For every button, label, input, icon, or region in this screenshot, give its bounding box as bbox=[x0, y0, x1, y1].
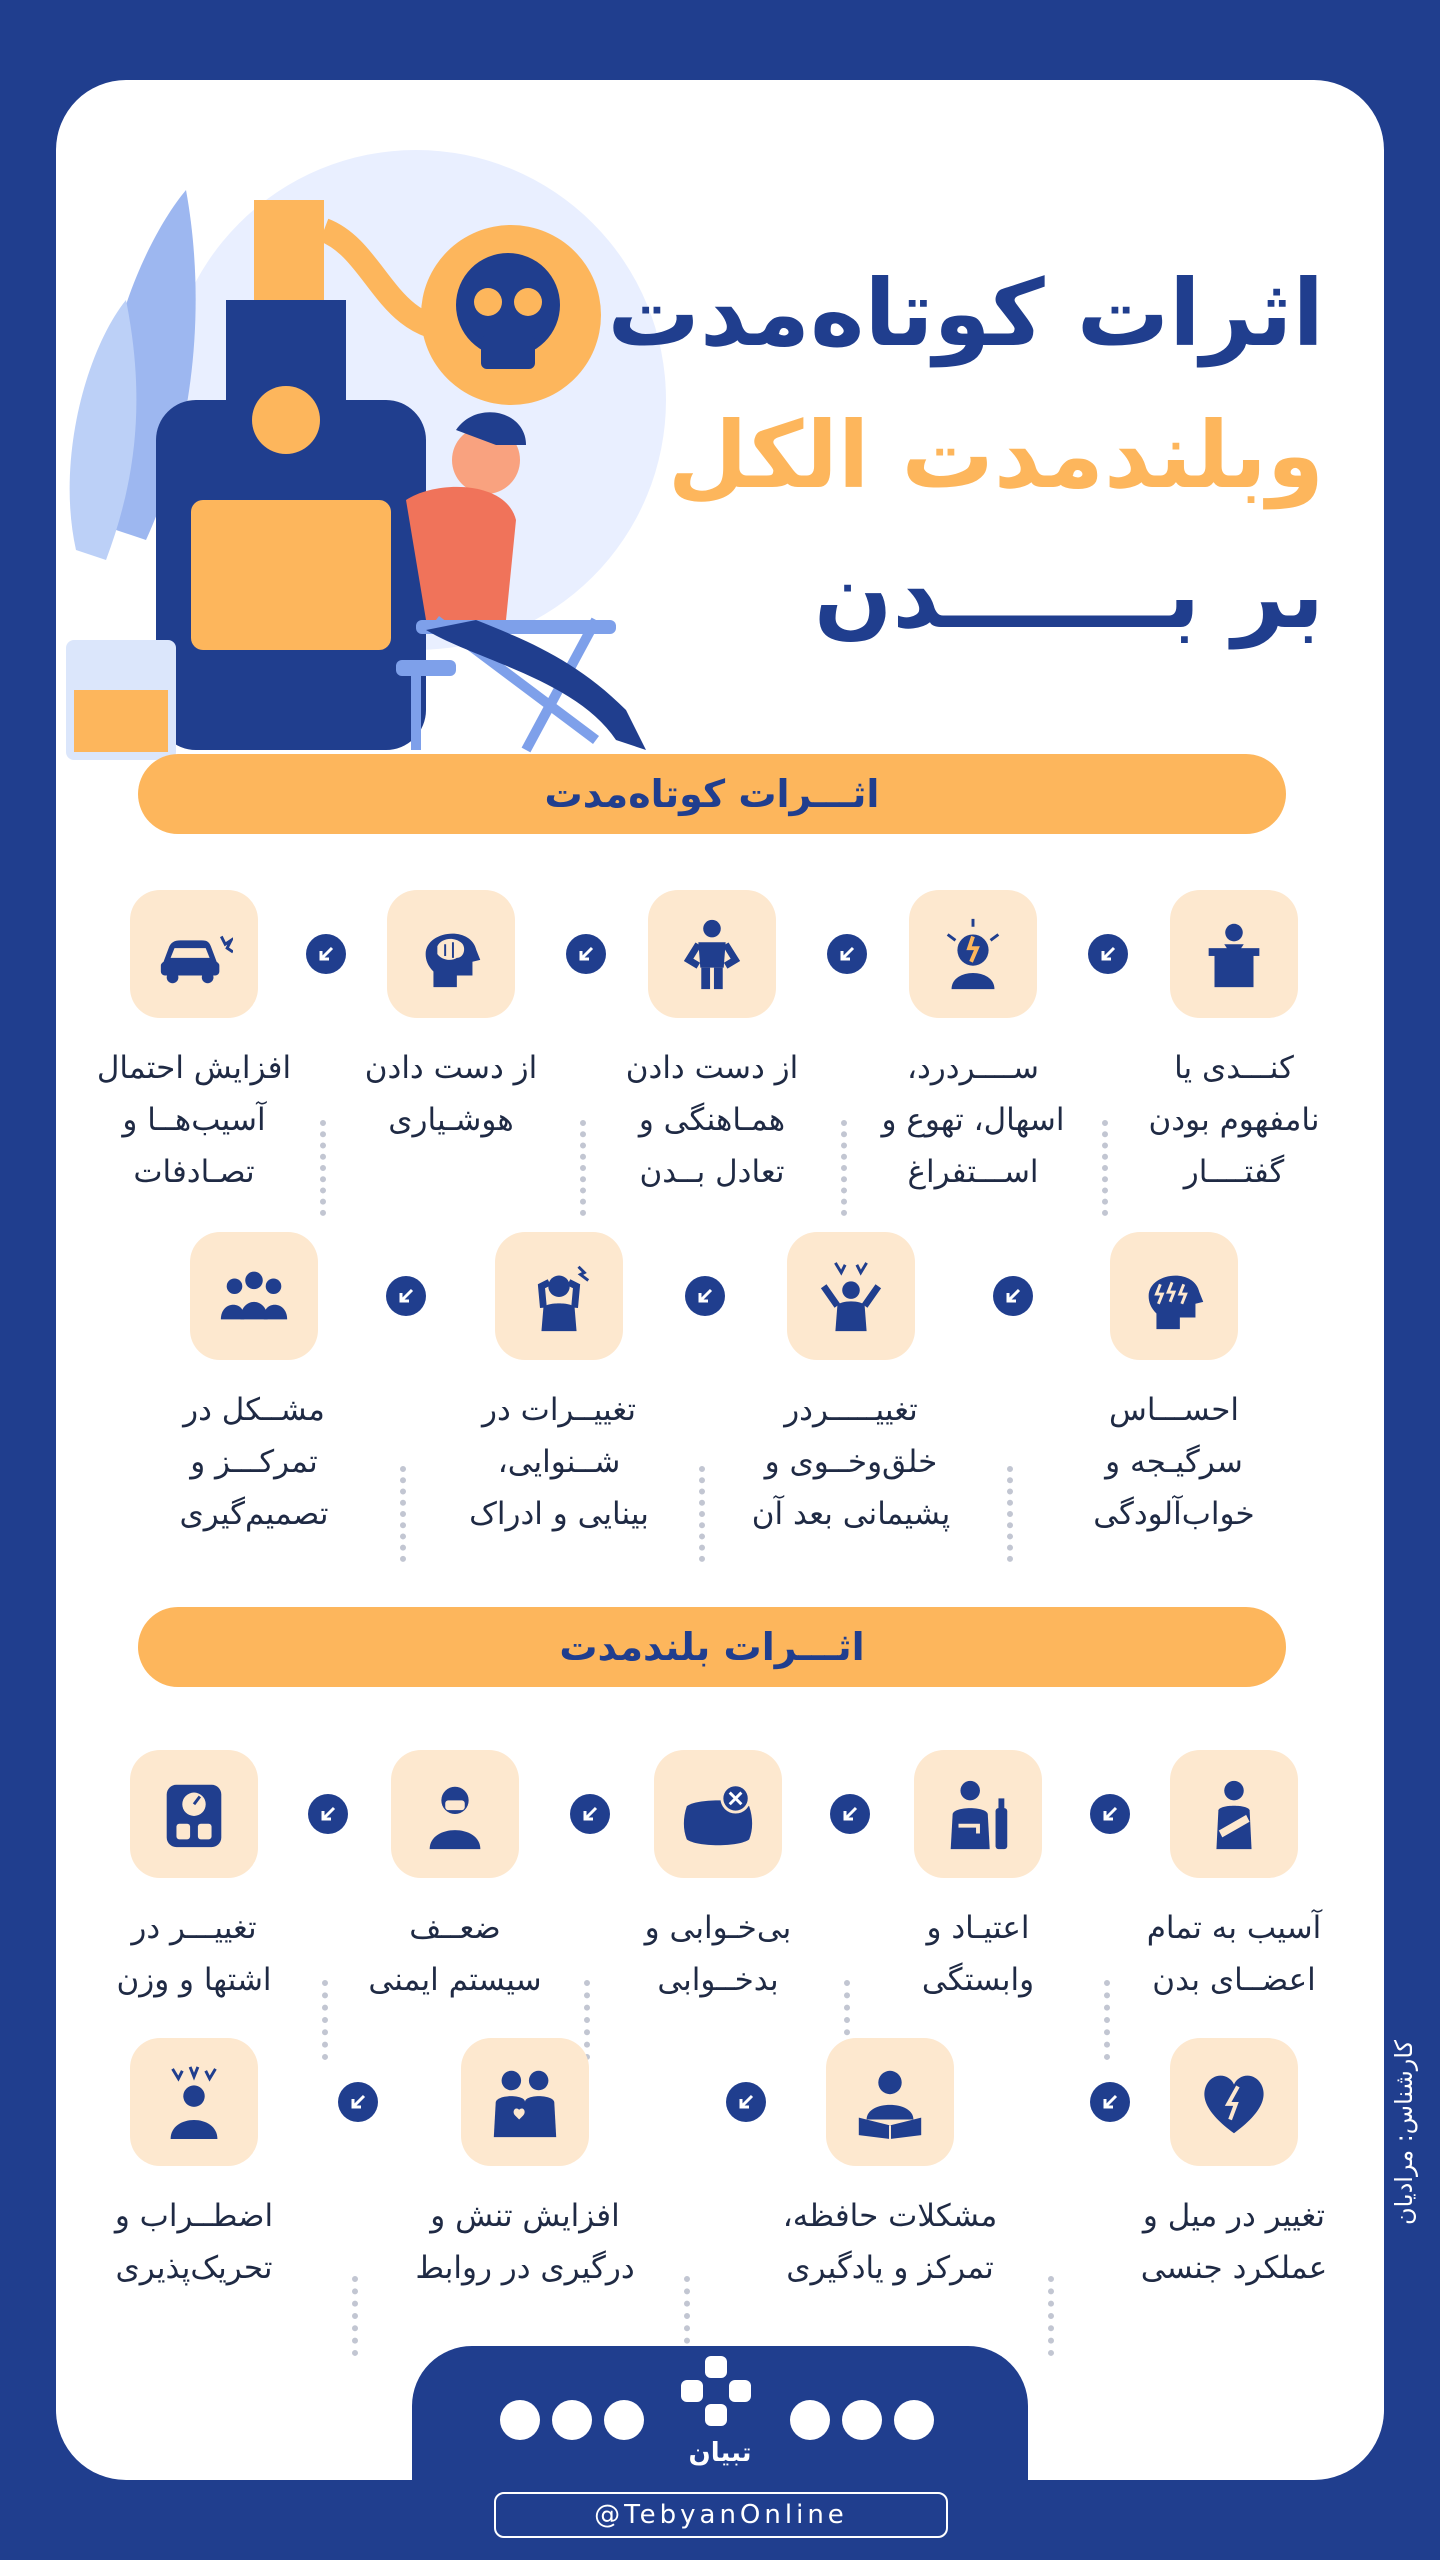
short-item-3-label: از دست دادن همـاهنگی و تعادل بــدن bbox=[625, 1050, 799, 1190]
covering-ears-icon bbox=[520, 1257, 598, 1335]
short-item-3 bbox=[602, 890, 822, 1198]
short-item-4 bbox=[341, 890, 561, 1146]
divider bbox=[699, 1466, 711, 1562]
short-item-5 bbox=[84, 890, 304, 1198]
long-item-3-label: بی‌خـوابی و بدخــوابی bbox=[644, 1910, 792, 1998]
long-item-8 bbox=[405, 2038, 645, 2294]
divider bbox=[352, 2276, 364, 2356]
heart-bolt-icon bbox=[1195, 2063, 1273, 2141]
credit-text: کارشناس: مرادیان bbox=[1390, 2040, 1418, 2226]
divider bbox=[1048, 2276, 1060, 2356]
short-item-8 bbox=[449, 1232, 669, 1540]
short-item-7 bbox=[741, 1232, 961, 1540]
short-item-8-label: تغییــرات در شــنوایی، بینایی و ادراک bbox=[469, 1392, 649, 1532]
weight-scale-icon bbox=[155, 1775, 233, 1853]
dizzy-head-icon bbox=[1135, 1257, 1213, 1335]
speaker-podium-icon bbox=[1195, 915, 1273, 993]
flow-arrow bbox=[566, 934, 606, 974]
infographic-card bbox=[56, 80, 1384, 2480]
social-links-right bbox=[790, 2400, 934, 2440]
arrow-down-left-icon bbox=[1099, 2091, 1121, 2113]
couple-icon bbox=[486, 2063, 564, 2141]
anxious-person-icon bbox=[155, 2063, 233, 2141]
divider bbox=[684, 2276, 696, 2356]
short-item-2 bbox=[863, 890, 1083, 1198]
group-people-icon bbox=[215, 1257, 293, 1335]
title-line-3: بر بـــــــدن bbox=[813, 542, 1324, 649]
short-item-7-label: تغییـــــردر خلق‌وخــوی و پشیمانی بعد آن bbox=[751, 1392, 951, 1532]
arrow-down-left-icon bbox=[735, 2091, 757, 2113]
title-line-1: اثرات کوتاه‌مدت bbox=[607, 260, 1324, 367]
flow-arrow bbox=[306, 934, 346, 974]
long-item-6 bbox=[1114, 2038, 1354, 2294]
alcohol-illustration bbox=[56, 100, 716, 780]
flow-arrow bbox=[570, 1794, 610, 1834]
telegram-icon[interactable] bbox=[790, 2400, 830, 2440]
youtube-icon[interactable] bbox=[894, 2400, 934, 2440]
arrow-down-left-icon bbox=[395, 1285, 417, 1307]
short-item-1-label: کنـــدی یا نامفهوم بودن گفتــــار bbox=[1148, 1050, 1320, 1190]
headache-icon bbox=[934, 915, 1012, 993]
aparat-icon[interactable] bbox=[604, 2400, 644, 2440]
arrow-down-left-icon bbox=[839, 1803, 861, 1825]
short-item-2-label: ســــردرد، اسهال، تهوع و اســـتفراغ bbox=[881, 1050, 1065, 1190]
arrow-down-left-icon bbox=[579, 1803, 601, 1825]
social-links-left bbox=[500, 2400, 644, 2440]
flow-arrow bbox=[1090, 1794, 1130, 1834]
arrow-down-left-icon bbox=[836, 943, 858, 965]
brain-head-icon bbox=[412, 915, 490, 993]
reading-person-icon bbox=[851, 2063, 929, 2141]
flow-arrow bbox=[386, 1276, 426, 1316]
flow-arrow bbox=[685, 1276, 725, 1316]
arrow-down-left-icon bbox=[575, 943, 597, 965]
divider bbox=[1102, 1120, 1114, 1216]
stressed-person-icon bbox=[812, 1257, 890, 1335]
short-item-6 bbox=[1064, 1232, 1284, 1540]
divider bbox=[320, 1120, 332, 1216]
brand-name: تبیان bbox=[688, 2438, 752, 2468]
divider bbox=[580, 1120, 592, 1216]
arrow-down-left-icon bbox=[315, 943, 337, 965]
long-item-5-label: تغییـــر در اشتها و وزن bbox=[116, 1910, 272, 1998]
long-item-7-label: مشکلات حافظه، تمرکز و یادگیری bbox=[782, 2198, 998, 2286]
hero bbox=[56, 80, 1384, 780]
injured-arm-icon bbox=[1195, 1775, 1273, 1853]
long-item-7 bbox=[770, 2038, 1010, 2294]
short-term-banner bbox=[138, 754, 1286, 834]
long-item-4 bbox=[345, 1750, 565, 2006]
arrow-down-left-icon bbox=[1002, 1285, 1024, 1307]
short-item-5-label: افزایش احتمال آسیب‌هــا و تصـادفات bbox=[96, 1050, 292, 1190]
long-item-3 bbox=[608, 1750, 828, 2006]
masked-person-icon bbox=[416, 1775, 494, 1853]
long-item-5 bbox=[84, 1750, 304, 2006]
short-item-6-label: احســـاس سرگیـجه و خواب‌آلودگی bbox=[1093, 1392, 1255, 1532]
title-line-2: وبلندمدت الکل bbox=[667, 402, 1324, 509]
long-item-4-label: ضعــف سیستم ایمنی bbox=[368, 1910, 542, 1998]
short-term-heading: اثـــرات کوتاه‌مدت bbox=[544, 772, 880, 816]
long-item-8-label: افزایش تنش و درگیری در روابط bbox=[415, 2198, 635, 2286]
long-item-1 bbox=[1124, 1750, 1344, 2006]
flow-arrow bbox=[993, 1276, 1033, 1316]
arrow-down-left-icon bbox=[317, 1803, 339, 1825]
car-crash-icon bbox=[155, 915, 233, 993]
long-item-6-label: تغییر در میل و عملکرد جنسی bbox=[1140, 2198, 1328, 2286]
arrow-down-left-icon bbox=[694, 1285, 716, 1307]
arrow-down-left-icon bbox=[1099, 1803, 1121, 1825]
short-item-1 bbox=[1124, 890, 1344, 1198]
short-item-4-label: از دست دادن هوشـیاری bbox=[364, 1050, 538, 1138]
flow-arrow bbox=[827, 934, 867, 974]
divider bbox=[400, 1466, 412, 1562]
short-item-9-label: مشــکل در تمرکـــز و تصمیم‌گیری bbox=[179, 1392, 329, 1532]
divider bbox=[322, 1980, 334, 2060]
flow-arrow bbox=[308, 1794, 348, 1834]
flow-arrow bbox=[338, 2082, 378, 2122]
standing-person-icon bbox=[673, 915, 751, 993]
arrow-down-left-icon bbox=[347, 2091, 369, 2113]
social-handle[interactable]: @TebyanOnline bbox=[494, 2492, 948, 2538]
pillow-cross-icon bbox=[679, 1775, 757, 1853]
flow-arrow bbox=[726, 2082, 766, 2122]
long-item-2-label: اعتیـاد و وابستگی bbox=[921, 1910, 1035, 1998]
flow-arrow bbox=[1088, 934, 1128, 974]
instagram-icon[interactable] bbox=[500, 2400, 540, 2440]
twitter-icon[interactable] bbox=[842, 2400, 882, 2440]
long-item-9 bbox=[84, 2038, 304, 2294]
long-item-9-label: اضطــراب و تحریک‌پذیری bbox=[114, 2198, 274, 2286]
long-item-2 bbox=[868, 1750, 1088, 2006]
addicted-person-icon bbox=[939, 1775, 1017, 1853]
flow-arrow bbox=[830, 1794, 870, 1834]
long-term-heading: اثـــرات بلندمدت bbox=[559, 1625, 865, 1669]
short-item-9 bbox=[144, 1232, 364, 1540]
arrow-down-left-icon bbox=[1097, 943, 1119, 965]
divider bbox=[841, 1120, 853, 1216]
long-term-banner bbox=[138, 1607, 1286, 1687]
divider bbox=[1007, 1466, 1019, 1562]
email-icon[interactable] bbox=[552, 2400, 592, 2440]
long-item-1-label: آسیب به تمام اعضــای بدن bbox=[1146, 1910, 1322, 1998]
flow-arrow bbox=[1090, 2082, 1130, 2122]
tebyan-logo-icon bbox=[675, 2356, 765, 2436]
